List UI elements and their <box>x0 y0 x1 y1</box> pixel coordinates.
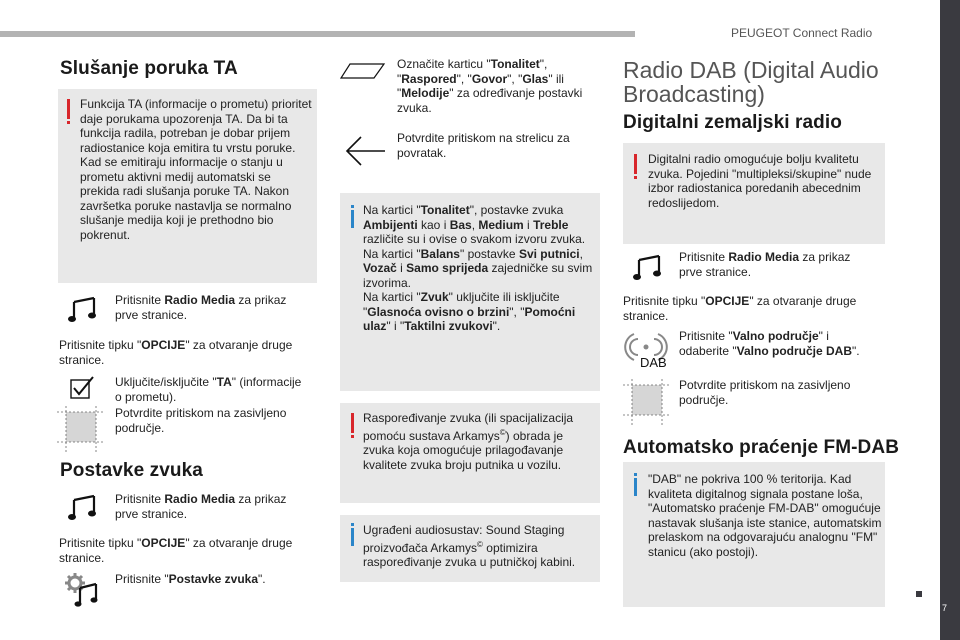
info-icon <box>351 528 354 546</box>
sound-step-tabs: Označite karticu "Tonalitet", "Raspored", "Govor", "Glas" ili "Melodije" za određivanje postavki zvuka. <box>397 57 583 115</box>
music-note-icon <box>68 494 98 522</box>
ta-step-options: Pritisnite tipku "OPCIJE" za otvaranje druge stranice. <box>59 338 293 367</box>
dab-step-radio-media: Pritisnite Radio Media za prikaz prve stranice. <box>679 250 851 279</box>
dab-icon-label: DAB <box>640 355 667 370</box>
tab-icon <box>340 62 386 80</box>
fm-dab-info-text: "DAB" ne pokriva 100 % teritorija. Kad kvaliteta digitalnog signala postane loša, "Automatsko praćenje FM-DAB" omogućuje nastavak slušanja iste stanice, automatskim prelaskom na odgovarajuću analognu "FM" stanicu (ako postoji). <box>648 472 882 559</box>
page-edge-dot <box>916 591 922 597</box>
sound-step-radio-media: Pritisnite Radio Media za prikaz prve stranice. <box>115 492 287 521</box>
dab-title: Radio DAB (Digital Audio Broadcasting) <box>623 57 879 107</box>
checkbox-icon <box>69 374 99 402</box>
fm-dab-title: Automatsko praćenje FM-DAB <box>623 437 900 458</box>
dab-warning-text: Digitalni radio omogućuje bolju kvalitetu zvuka. Pojedini "multipleksi/skupine" nude izbor radiostanica poredanih abecednim redoslijedom. <box>648 152 872 210</box>
music-note-icon <box>633 254 663 282</box>
info-icon <box>634 478 637 496</box>
header-title: PEUGEOT Connect Radio <box>731 26 873 40</box>
grey-area-icon <box>623 379 669 425</box>
info-icon <box>351 210 354 228</box>
ta-step-toggle: Uključite/isključite "TA" (informacije o prometu). <box>115 375 302 404</box>
dab-step-options: Pritisnite tipku "OPCIJE" za otvaranje druge stranice. <box>623 294 857 323</box>
ta-warning-box <box>58 89 317 283</box>
sound-step-settings: Pritisnite "Postavke zvuka". <box>115 572 266 586</box>
sound-step-options: Pritisnite tipku "OPCIJE" za otvaranje druge stranice. <box>59 536 293 565</box>
arkamys-info-text: Ugrađeni audiosustav: Sound Staging proizvođača Arkamys© optimizira raspoređivanje zvuka u putničkoj kabini. <box>363 523 576 569</box>
ta-warning-text: Funkcija TA (informacije o prometu) prioritet daje porukama upozorenja TA. Da bi ta funkcija radila, potreban je dobar prijem radiostanice koja emitira tu vrstu poruke. Kad se emitiraju informacije o stanju u prometu aktivni medij automatski se prekida radi slušanja poruke TA. Nakon završetka poruke nastavlja se normalno slušanje medija koji je prethodno bio pokrenut. <box>80 97 312 242</box>
dab-warning-box <box>623 143 885 244</box>
page-edge-tab <box>940 0 960 640</box>
arkamys-warning-text: Raspoređivanje zvuka (ili spacijalizacija pomoću sustava Arkamys©) obrada je zvuka koja omogućuje prilagođavanje kvalitete zvuka broju putnika u vozilu. <box>363 411 574 472</box>
terrestrial-title: Digitalni zemaljski radio <box>623 112 842 133</box>
page-number: 7 <box>942 603 948 613</box>
gear-music-icon <box>62 570 102 610</box>
arkamys-warning-box <box>340 403 600 503</box>
header-bar <box>0 31 635 37</box>
sound-info-box <box>340 193 600 391</box>
sound-section-title: Postavke zvuka <box>60 460 203 481</box>
arkamys-info-box <box>340 515 600 582</box>
sound-info-text: Na kartici "Tonalitet", postavke zvuka Ambijenti kao i Bas, Medium i Treble različite su i ovise o svakom izvoru zvuka. Na kartici "Balans" postavke Svi putnici, Vozač i Samo sprijeda zajedničke su svim izvorima. Na kartici "Zvuk" uključite ili isključite "Glasnoća ovisno o brzini", "Pomoćni ulaz" i "Taktilni zvukovi". <box>363 203 593 333</box>
sound-step-back: Potvrdite pritiskom na strelicu za povratak. <box>397 131 570 160</box>
ta-step-radio-media: Pritisnite Radio Media za prikaz prve stranice. <box>115 293 287 322</box>
warning-icon <box>634 154 637 174</box>
fm-dab-info-box <box>623 462 885 607</box>
back-arrow-icon <box>343 134 387 168</box>
warning-icon <box>67 99 70 119</box>
music-note-icon <box>68 296 98 324</box>
ta-step-confirm: Potvrdite pritiskom na zasivljeno područje. <box>115 406 287 435</box>
warning-icon <box>351 413 354 433</box>
dab-step-confirm: Potvrdite pritiskom na zasivljeno područje. <box>679 378 851 407</box>
ta-section-title: Slušanje poruka TA <box>60 58 238 79</box>
dab-step-band: Pritisnite "Valno područje" i odaberite "Valno područje DAB". <box>679 329 860 358</box>
grey-area-icon <box>57 406 103 452</box>
